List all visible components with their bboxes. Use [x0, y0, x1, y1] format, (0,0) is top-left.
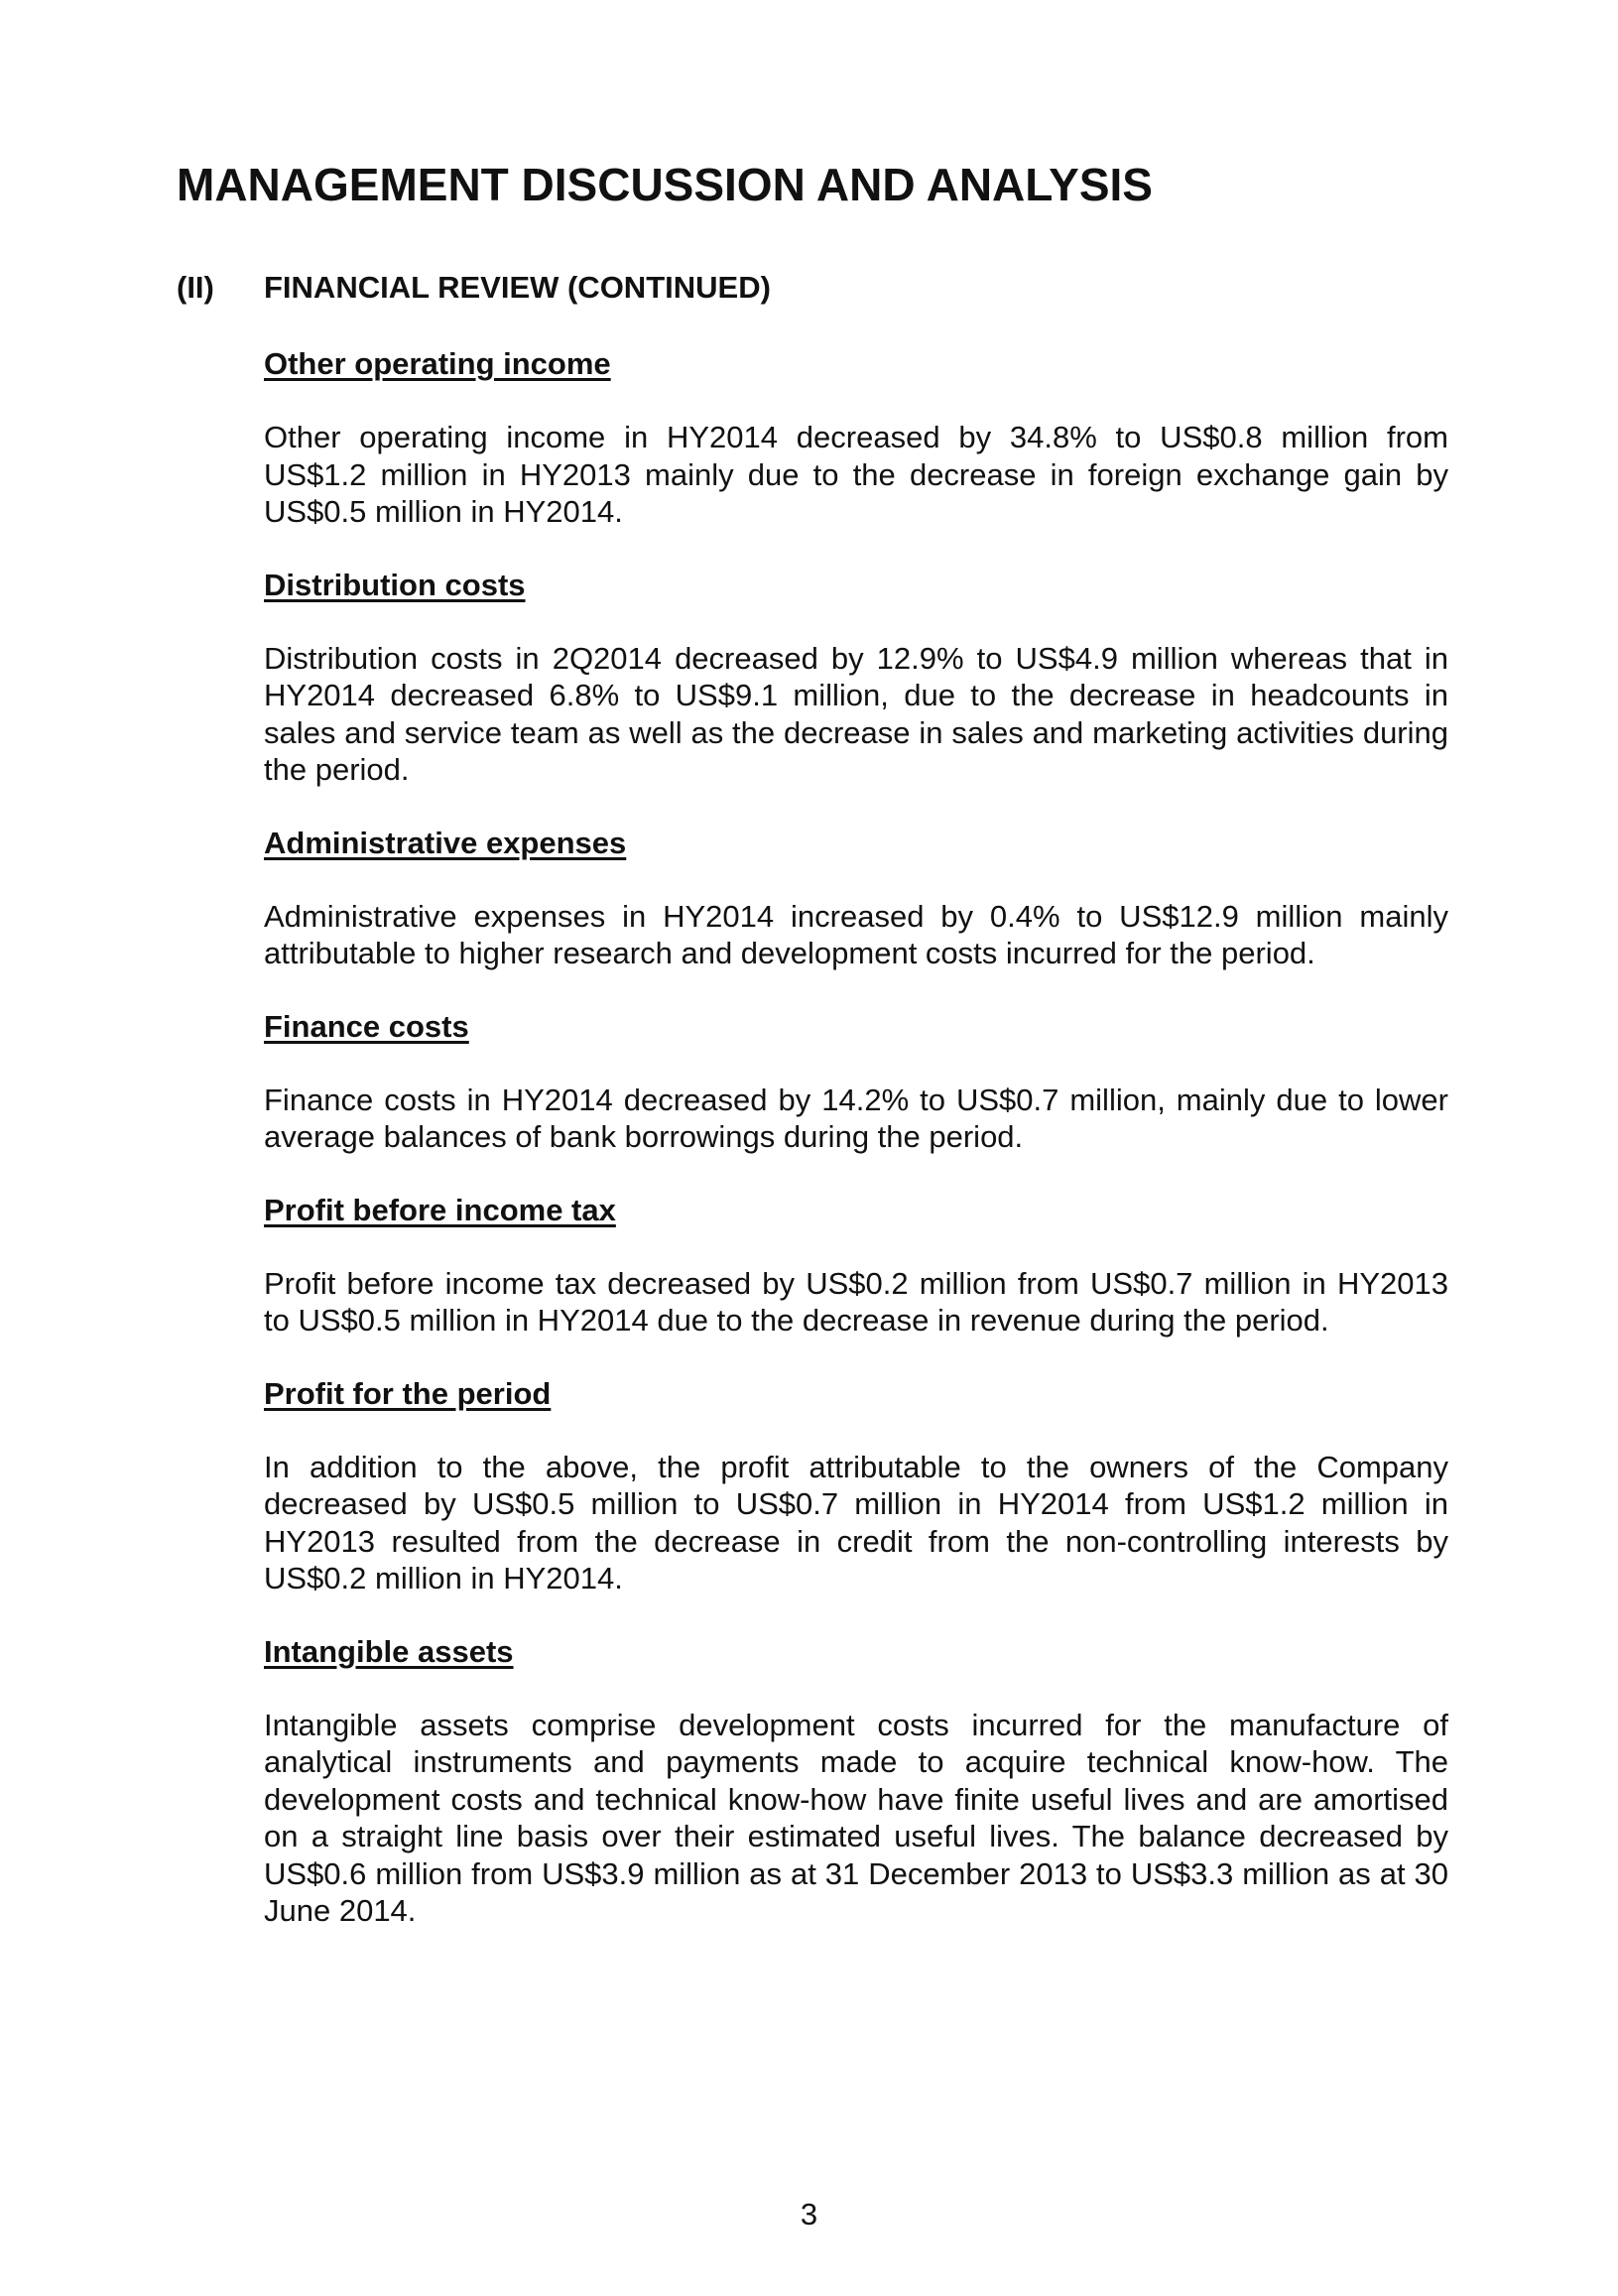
subsection-heading: Administrative expenses [264, 825, 627, 860]
subsection-heading: Profit before income tax [264, 1192, 616, 1227]
subsection-heading: Profit for the period [264, 1375, 552, 1411]
subsection-heading: Intangible assets [264, 1633, 514, 1669]
subsection-body: Distribution costs in 2Q2014 decreased by 12.9% to US$4.9 million whereas that in HY2014 decreased 6.8% to US$9.1 million, due to the decrease in headcounts in sales and service team as well as the decrease in sales and marketing activities during the period. [264, 640, 1448, 787]
subsection-profit-before-income-tax [264, 1192, 1448, 1339]
subsection-body: Profit before income tax decreased by US$0.2 million from US$0.7 million in HY2013 to US$0.5 million in HY2014 due to the decrease in revenue during the period. [264, 1265, 1448, 1338]
page-number: 3 [800, 2197, 818, 2232]
page-title: MANAGEMENT DISCUSSION AND ANALYSIS [177, 159, 1153, 210]
subsection-heading: Other operating income [264, 346, 611, 381]
subsection-body: Finance costs in HY2014 decreased by 14.2% to US$0.7 million, mainly due to lower average balances of bank borrowings during the period. [264, 1082, 1448, 1154]
section-content [264, 345, 1448, 1966]
subsection-distribution-costs [264, 567, 1448, 789]
subsection-other-operating-income [264, 345, 1448, 531]
subsection-profit-for-the-period [264, 1375, 1448, 1597]
subsection-administrative-expenses [264, 825, 1448, 972]
subsection-intangible-assets [264, 1633, 1448, 1930]
subsection-body: Intangible assets comprise development costs incurred for the manufacture of analytical instruments and payments made to acquire technical know-how. The development costs and technical know-how have finite useful lives and are amortised on a straight line basis over their estimated useful lives. The balance decreased by US$0.6 million from US$3.9 million as at 31 December 2013 to US$3.3 million as at 30 June 2014. [264, 1707, 1448, 1928]
subsection-heading: Finance costs [264, 1008, 469, 1044]
subsection-body: In addition to the above, the profit attributable to the owners of the Company decreased by US$0.5 million to US$0.7 million in HY2014 from US$1.2 million in HY2013 resulted from the decrease in credit from the non-controlling interests by US$0.2 million in HY2014. [264, 1449, 1448, 1595]
section-title: FINANCIAL REVIEW (CONTINUED) [264, 270, 771, 305]
subsection-heading: Distribution costs [264, 567, 526, 602]
subsection-finance-costs [264, 1008, 1448, 1156]
subsection-body: Other operating income in HY2014 decreased by 34.8% to US$0.8 million from US$1.2 million in HY2013 mainly due to the decrease in foreign exchange gain by US$0.5 million in HY2014. [264, 420, 1448, 529]
subsection-body: Administrative expenses in HY2014 increased by 0.4% to US$12.9 million mainly attributable to higher research and development costs incurred for the period. [264, 898, 1448, 970]
section-number: (II) [177, 270, 214, 305]
